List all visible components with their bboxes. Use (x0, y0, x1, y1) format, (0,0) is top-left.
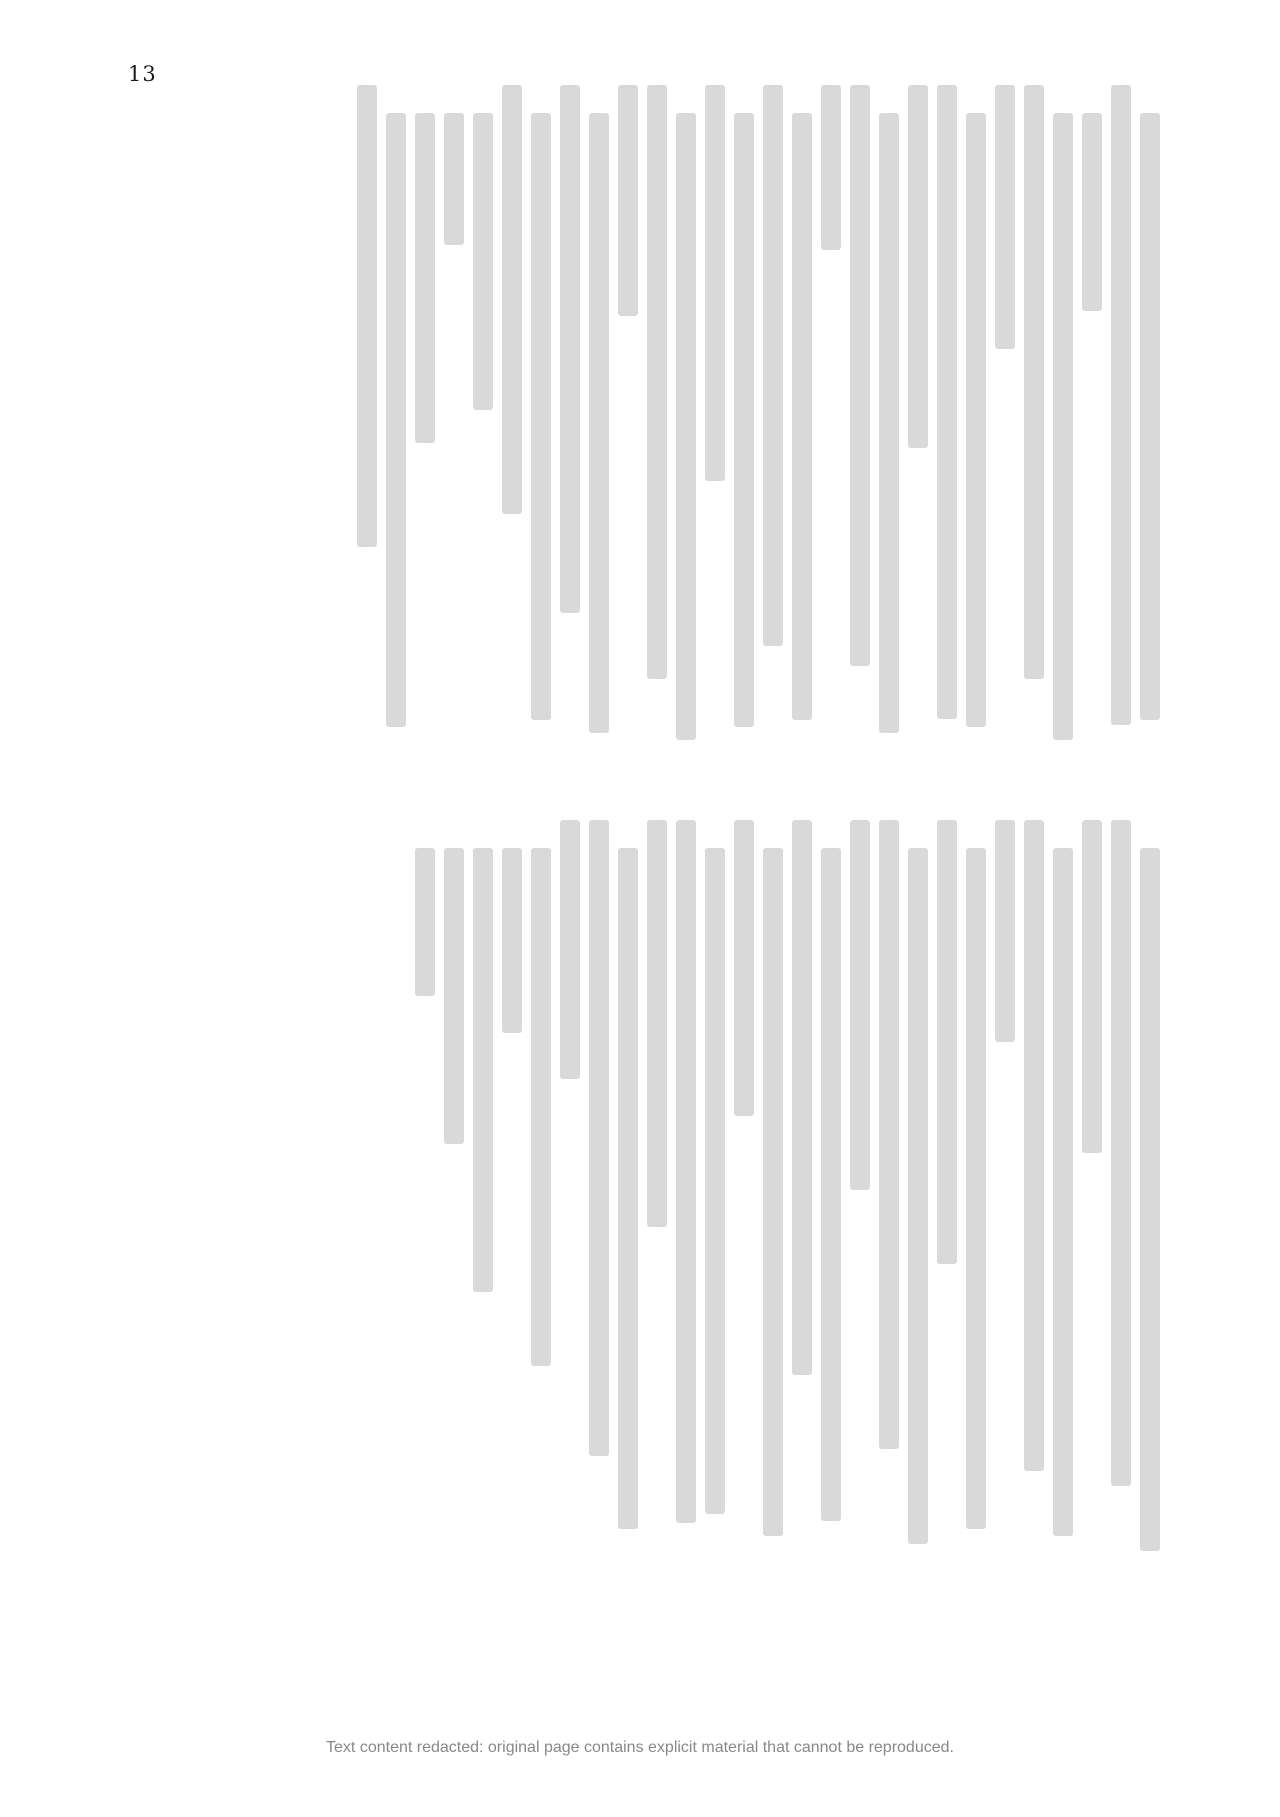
redacted-text-column (763, 85, 783, 646)
redacted-text-column (966, 113, 986, 727)
redacted-text-column (415, 113, 435, 443)
redacted-text-column (879, 113, 899, 733)
redacted-text-column (734, 113, 754, 727)
text-block-top (85, 85, 1160, 745)
redacted-text-column (966, 848, 986, 1529)
redacted-text-column (908, 848, 928, 1544)
redacted-text-column (589, 820, 609, 1456)
redacted-text-column (473, 113, 493, 410)
redacted-text-column (705, 85, 725, 481)
redacted-text-column (937, 820, 957, 1264)
redacted-text-column (1140, 113, 1160, 720)
redacted-text-column (995, 820, 1015, 1042)
redacted-text-column (879, 820, 899, 1449)
redacted-text-column (560, 820, 580, 1079)
redacted-text-column (1053, 848, 1073, 1536)
redacted-text-column (1111, 85, 1131, 725)
redacted-text-column (1053, 113, 1073, 740)
redacted-text-column (937, 85, 957, 719)
redacted-text-column (531, 848, 551, 1366)
redacted-text-column (1024, 820, 1044, 1471)
redacted-text-column (502, 848, 522, 1033)
redacted-text-column (908, 85, 928, 448)
redaction-note: Text content redacted: original page contains explicit material that cannot be reproduced. (326, 1739, 954, 1756)
redacted-text-column (444, 848, 464, 1144)
redacted-text-column (792, 820, 812, 1375)
redacted-text-column (618, 85, 638, 316)
redacted-text-column (1140, 848, 1160, 1551)
redacted-text-column (821, 848, 841, 1521)
redacted-text-column (1082, 113, 1102, 311)
redacted-text-column (560, 85, 580, 613)
redacted-text-column (531, 113, 551, 720)
redacted-text-column (763, 848, 783, 1536)
redacted-text-column (821, 85, 841, 250)
redacted-text-column (705, 848, 725, 1514)
redacted-text-column (1024, 85, 1044, 679)
redacted-text-column (995, 85, 1015, 349)
redacted-text-column (444, 113, 464, 245)
redacted-text-column (357, 85, 377, 547)
redacted-text-column (415, 848, 435, 996)
page-number: 13 (128, 62, 157, 86)
redacted-text-column (502, 85, 522, 514)
redacted-text-column (792, 113, 812, 720)
text-block-bottom (85, 820, 1160, 1560)
redacted-text-column (647, 85, 667, 679)
redacted-text-column (676, 113, 696, 740)
redacted-text-column (850, 820, 870, 1190)
redacted-text-column (1111, 820, 1131, 1486)
redacted-text-column (1082, 820, 1102, 1153)
redacted-text-column (850, 85, 870, 666)
redacted-text-column (676, 820, 696, 1523)
redacted-text-column (647, 820, 667, 1227)
redacted-text-column (618, 848, 638, 1529)
redacted-text-column (589, 113, 609, 733)
redacted-text-column (473, 848, 493, 1292)
redacted-text-column (386, 113, 406, 727)
redacted-text-column (734, 820, 754, 1116)
